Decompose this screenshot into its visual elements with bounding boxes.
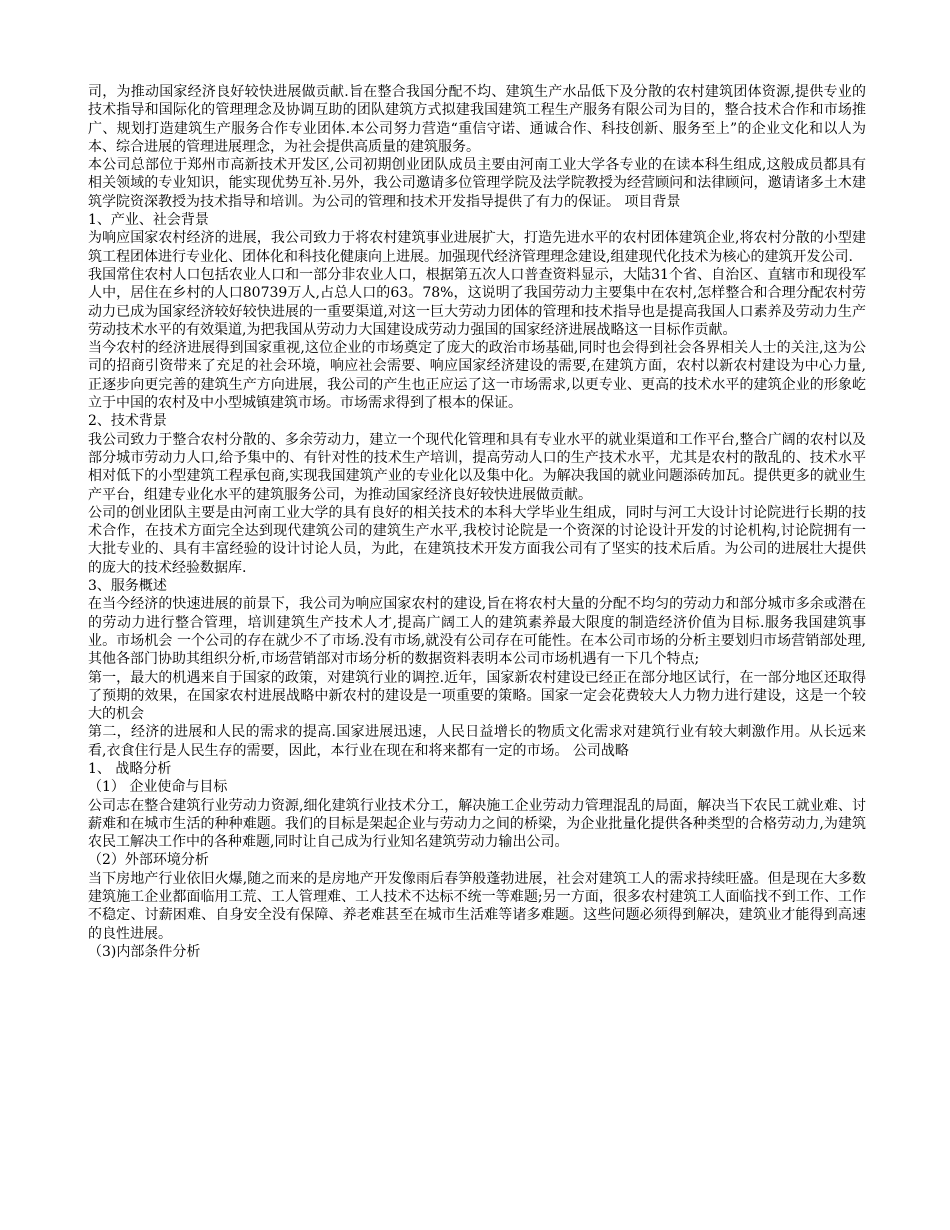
heading-mission-goals: （1） 企业使命与目标 [88, 779, 228, 796]
heading-internal-conditions: （3)内部条件分析 [88, 943, 201, 960]
paragraph-mission-statement: 司，为推动国家经济良好较快进展做贡献.旨在整合我国分配不均、建筑生产水品低下及分散的农村建筑团体资源,提供专业的技术指导和国际化的管理理念及协调互助的团队建筑方式拟建我国建筑工程生产服务有限公司为目的，整合技术合作和市场推广、规划打造建筑生产服务合作专业团体.本公司努力营造“重信守诺、通诚合作、科技创新、服务至上”的企业文化和以人为本、综合进展的管理进展理念，为社会提供高质量的建筑服务。 [88, 84, 866, 155]
paragraph-mission-goals: 公司志在整合建筑行业劳动力资源,细化建筑行业技术分工，解决施工企业劳动力管理混乱的局面，解决当下农民工就业难、讨薪难和在城市生活的种种难题。我们的目标是架起企业与劳动力之间的桥梁，为企业批量化提供各种类型的合格劳动力,为建筑农民工解决工作中的各种难题,同时让自己成为行业知名建筑劳动力输出公司。 [88, 797, 866, 851]
paragraph-market-demand: 当今农村的经济进展得到国家重视,这位企业的市场奠定了庞大的政治市场基础,同时也会得到社会各界相关人士的关注,这为公司的招商引资带来了充足的社会环境，响应社会需要、响应国家经济建设的需要,在建筑方面，农村以新农村建设为中心力量,正逐步向更完善的建筑生产方向进展，我公司的产生也正应运了这一市场需求,以更专业、更高的技术水平的建筑企业的形象屹立于中国的农村及中小型城镇建筑市场。市场需求得到了根本的保证。 [88, 340, 866, 412]
paragraph-external-environment: 当下房地产行业依旧火爆,随之而来的是房地产开发像雨后春笋般蓬勃进展，社会对建筑工人的需求持续旺盛。但是现在大多数建筑施工企业都面临用工荒、工人管理难、工人技术不达标不统一等难题;另一方面，很多农村建筑工人面临找不到工作、工作不稳定、讨薪困难、自身安全没有保障、养老难甚至在城市生活难等诸多难题。这些问题必须得到解决，建筑业才能得到高速的良性进展。 [88, 870, 866, 942]
heading-industry-background: 1、产业、社会背景 [88, 212, 209, 229]
paragraph-policy-opportunity: 第一，最大的机遇来自于国家的政策，对建筑行业的调控.近年，国家新农村建设已经正在部分地区试行，在一部分地区还取得了预期的效果，在国家农村进展战略中新农村的建设是一项重要的策略。国家一定会花费较大人力物力进行建设，这是一个较大的机会 [88, 669, 866, 723]
heading-strategy-analysis: 1、 战略分析 [88, 760, 172, 777]
paragraph-founding-team: 公司的创业团队主要是由河南工业大学的具有良好的相关技术的本科大学毕业生组成，同时与河工大设计讨论院进行长期的技术合作，在技术方面完全达到现代建筑公司的建筑生产水平,我校讨论院是一个资深的讨论设计开发的讨论机构,讨论院拥有一大批专业的、具有丰富经验的设计讨论人员，为此，在建筑技术开发方面我公司有了坚实的技术后盾。为公司的进展壮大提供的庞大的技术经验数据库. [88, 504, 866, 576]
heading-service-overview: 3、服务概述 [88, 578, 167, 595]
paragraph-market-opportunity: 在当今经济的快速进展的前景下，我公司为响应国家农村的建设,旨在将农村大量的分配不均匀的劳动力和部分城市多余或潜在的劳动力进行整合管理，培训建筑生产技术人才,提高广阔工人的建筑素养最大限度的制造经济价值为目标.服务我国建筑事业。市场机会 一个公司的存在就少不了市场.没有市场,就没有公司存在可能性。在本公司市场的分析主要划归市场营销部处理,其他各部门协助其组织分析,市场营销部对市场分析的数据资料表明本公司市场机遇有一下几个特点; [88, 596, 866, 668]
heading-external-environment: （2）外部环境分析 [88, 852, 209, 869]
heading-technology-background: 2、技术背景 [88, 413, 167, 430]
paragraph-rural-economy: 为响应国家农村经济的进展，我公司致力于将农村建筑事业进展扩大，打造先进水平的农村团体建筑企业,将农村分散的小型建筑工程团体进行专业化、团体化和科技化健康向上进展。加强现代经济管理理念建设,组建现代化技术为核心的建筑开发公司. [88, 230, 866, 265]
document-body [88, 83, 866, 961]
paragraph-demand-growth: 第二，经济的进展和人民的需求的提高.国家进展迅速，人民日益增长的物质文化需求对建筑行业有较大刺激作用。从长远来看,衣食住行是人民生存的需要，因此，本行业在现在和将来都有一定的市场。 公司战略 [88, 724, 866, 759]
paragraph-labor-integration: 我公司致力于整合农村分散的、多余劳动力，建立一个现代化管理和具有专业水平的就业渠道和工作平台,整合广阔的农村以及部分城市劳动力人口,给予集中的、有针对性的技术生产培训，提高劳动人口的生产技术水平，尤其是农村的散乱的、技术水平相对低下的小型建筑工程承包商,实现我国建筑产业的专业化以及集中化。为解决我国的就业问题添砖加瓦。提供更多的就业生产平台，组建专业化水平的建筑服务公司，为推动国家经济良好较快进展做贡献。 [88, 431, 866, 503]
paragraph-population-stats: 我国常住农村人口包括农业人口和一部分非农业人口，根据第五次人口普查资料显示，大陆31个省、自治区、直辖市和现役军人中，居住在乡村的人口80739万人,占总人口的63。78%，这说明了我国劳动力主要集中在农村,怎样整合和合理分配农村劳动力已成为国家经济较好较快进展的一重要渠道,对这一巨大劳动力团体的管理和技术指导也是提高我国人口素养及劳动力生产劳动技术水平的有效渠道,为把我国从劳动力大国建设成劳动力强国的国家经济进展战略这一目标作贡献。 [88, 266, 866, 338]
paragraph-company-location: 本公司总部位于郑州市高新技术开发区,公司初期创业团队成员主要由河南工业大学各专业的在读本科生组成,这般成员都具有相关领域的专业知识，能实现优势互补.另外，我公司邀请多位管理学院及法学院教授为经营顾问和法律顾问，邀请诸多土木建筑学院资深教授为技术指导和培训。为公司的管理和技术开发指导提供了有力的保证。 项目背景 [88, 157, 866, 210]
